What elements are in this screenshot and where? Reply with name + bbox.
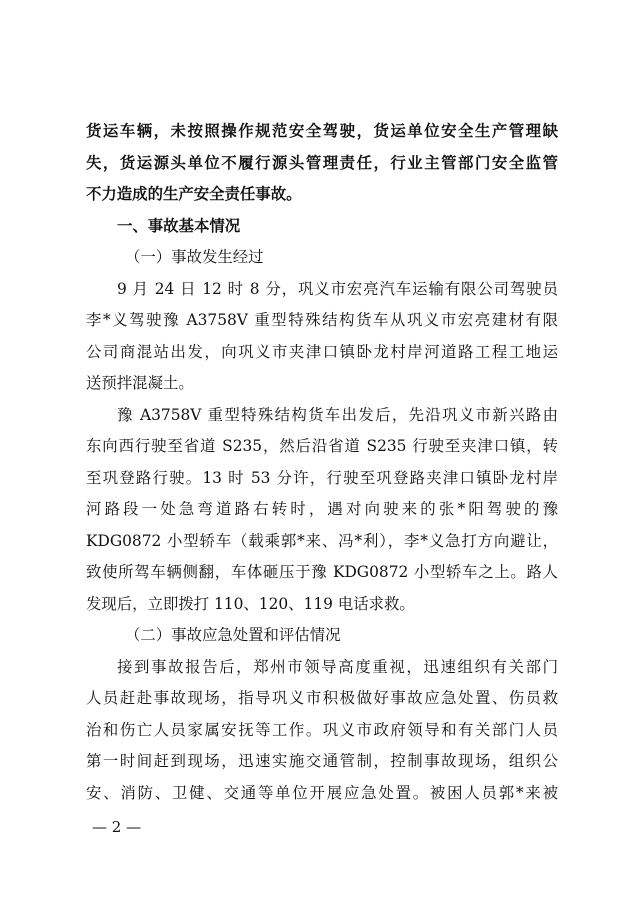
paragraph-3-line-1: 接到事故报告后，郑州市领导高度重视，迅速组织有关部门 <box>117 657 558 676</box>
intro-line-1: 货运车辆，未按照操作规范安全驾驶，货运单位安全生产管理缺 <box>86 122 558 140</box>
paragraph-1-line-2: 李*义驾驶豫 A3758V 重型特殊结构货车从巩义市宏亮建材有限 <box>86 311 558 329</box>
paragraph-2-line-6: 致使所驾车辆侧翻，车体砸压于豫 KDG0872 小型轿车之上。路人 <box>86 563 558 581</box>
intro-line-3: 不力造成的生产安全责任事故。 <box>86 185 302 203</box>
paragraph-2-line-7: 发现后，立即拨打 110、120、119 电话求救。 <box>86 594 415 613</box>
paragraph-2-line-2: 东向西行驶至省道 S235，然后沿省道 S235 行驶至夹津口镇，转 <box>86 437 558 455</box>
paragraph-1-line-4: 送预拌混凝土。 <box>86 374 194 392</box>
paragraph-2-line-5: KDG0872 小型轿车（载乘郭*来、冯*利），李*义急打方向避让， <box>86 531 558 550</box>
body-text <box>86 116 558 809</box>
paragraph-3-line-3: 治和伤亡人员家属安抚等工作。巩义市政府领导和有关部门人员 <box>86 720 558 739</box>
section-heading-1: 一、事故基本情况 <box>117 216 241 235</box>
page-number: — 2 — <box>92 818 142 836</box>
paragraph-1-line-1: 9 月 24 日 12 时 8 分，巩义市宏亮汽车运输有限公司驾驶员 <box>117 279 558 298</box>
subsection-heading-1: （一）事故发生经过 <box>125 248 264 266</box>
paragraph-3-line-5: 安、消防、卫健、交通等单位开展应急处置。被困人员郭*来被 <box>86 783 558 802</box>
paragraph-2-line-1: 豫 A3758V 重型特殊结构货车出发后，先沿巩义市新兴路由 <box>117 405 558 424</box>
paragraph-3-line-2: 人员赶赴事故现场，指导巩义市积极做好事故应急处置、伤员救 <box>86 689 558 707</box>
paragraph-3-line-4: 第一时间赶到现场，迅速实施交通管制，控制事故现场，组织公 <box>86 752 558 770</box>
paragraph-2-line-3: 至巩登路行驶。13 时 53 分许，行驶至巩登路夹津口镇卧龙村岸 <box>86 468 558 487</box>
intro-line-2: 失，货运源头单位不履行源头管理责任，行业主管部门安全监管 <box>86 153 558 172</box>
paragraph-2-line-4: 河路段一处急弯道路右转时，遇对向驶来的张*阳驾驶的豫 <box>86 500 558 518</box>
paragraph-1-line-3: 公司商混站出发，向巩义市夹津口镇卧龙村岸河道路工程工地运 <box>86 342 558 361</box>
subsection-heading-2: （二）事故应急处置和评估情况 <box>125 626 341 644</box>
